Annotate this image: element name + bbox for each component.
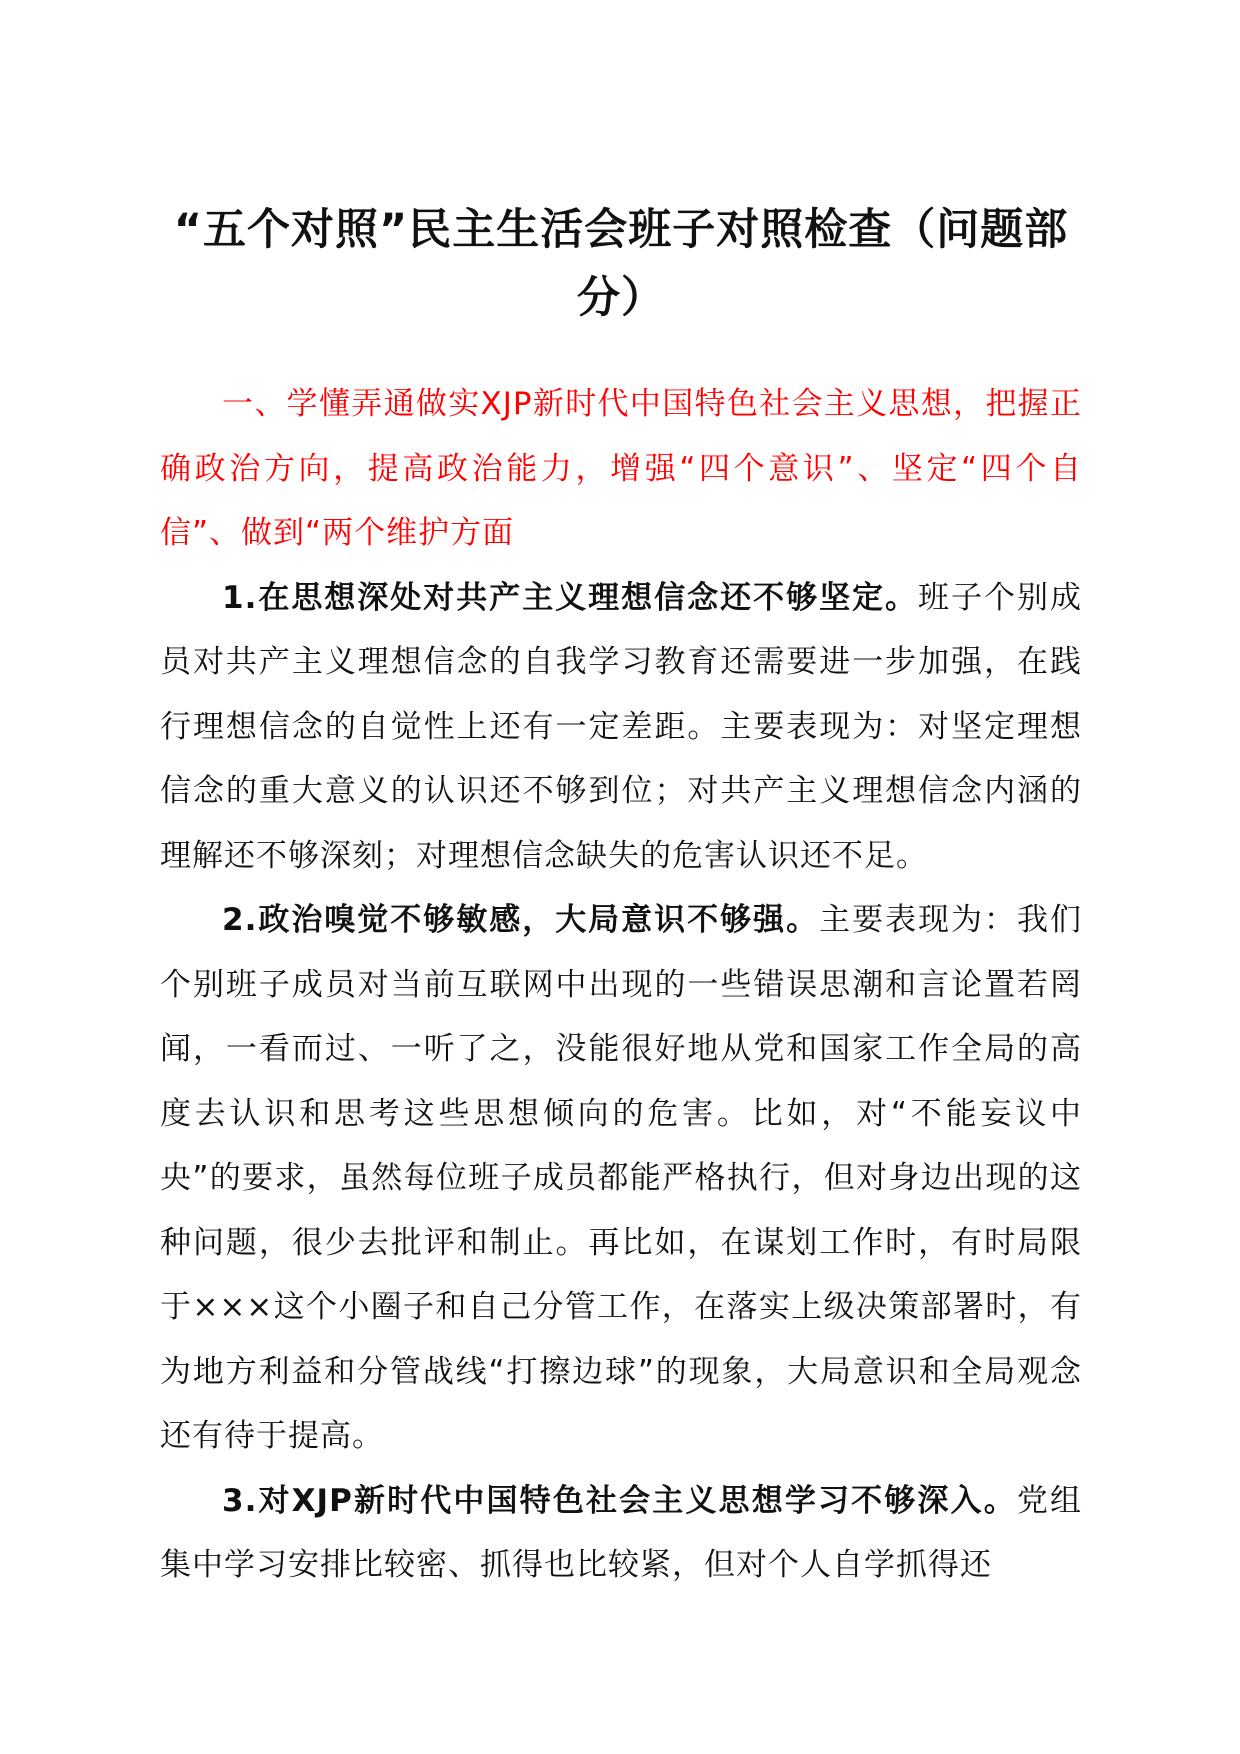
item-body-2: 主要表现为：我们个别班子成员对当前互联网中出现的一些错误思潮和言论置若罔闻，一看而过、一听了之，没能很好地从党和国家工作全局的高度去认识和思考这些思想倾向的危害。比如，对“不能妄议中央”的要求，虽然每位班子成员都能严格执行，但对身边出现的这种问题，很少去批评和制止。再比如，在谋划工作时，有时局限于×××这个小圈子和自己分管工作，在落实上级决策部署时，有为地方利益和分管战线“打擦边球”的现象，大局意识和全局观念还有待于提高。 — [160, 902, 1082, 1454]
item-paragraph-1 — [160, 566, 1082, 889]
item-lead-3: 3.对XJP新时代中国特色社会主义思想学习不够深入。 — [222, 1482, 1017, 1519]
item-lead-1: 1.在思想深处对共产主义理想信念还不够坚定。 — [222, 579, 919, 616]
item-lead-2: 2.政治嗅觉不够敏感，大局意识不够强。 — [222, 902, 820, 938]
section-heading: 一、学懂弄通做实XJP新时代中国特色社会主义思想，把握正确政治方向，提高政治能力，增强“四个意识”、坚定“四个自信”、做到“两个维护方面 — [160, 386, 1082, 551]
item-body-3: 党组集中学习安排比较密、抓得也比较紧，但对个人自学抓得还 — [160, 1482, 1083, 1583]
document-page — [160, 196, 1082, 1598]
item-paragraph-2 — [160, 888, 1082, 1469]
item-body-1: 班子个别成员对共产主义理想信念的自我学习教育还需要进一步加强，在践行理想信念的自觉性上还有一定差距。主要表现为：对坚定理想信念的重大意义的认识还不够到位；对共产主义理想信念内涵的理解还不够深刻；对理想信念缺失的危害认识还不足。 — [160, 579, 1082, 874]
item-paragraph-3 — [160, 1469, 1082, 1598]
document-title: “五个对照”民主生活会班子对照检查（问题部分） — [173, 205, 1069, 323]
